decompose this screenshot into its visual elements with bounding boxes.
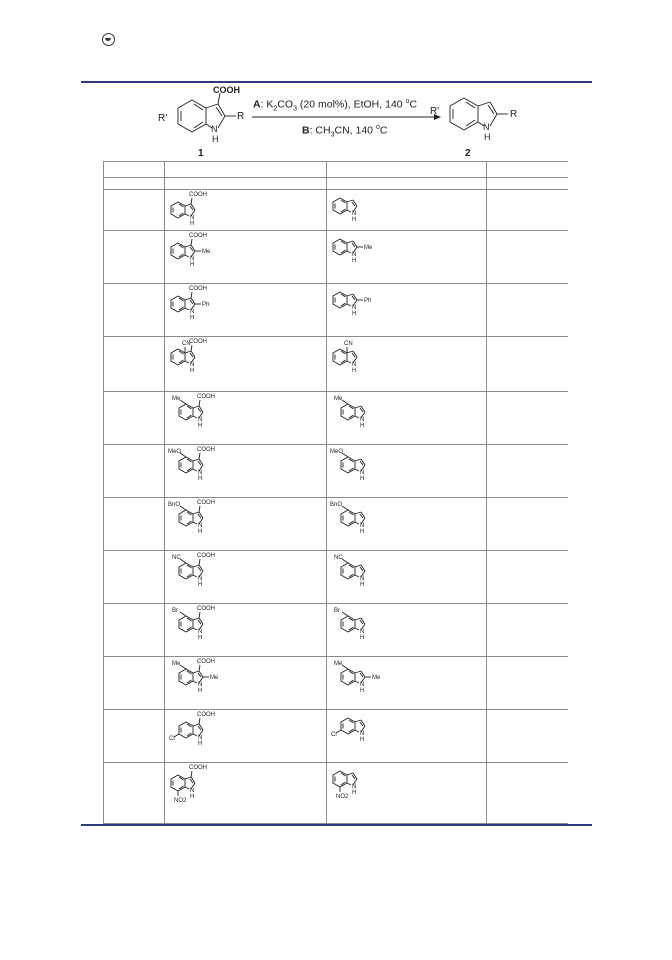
table-row (104, 284, 569, 337)
substrate-cell (165, 763, 327, 824)
nh-atom-label: H (190, 315, 195, 321)
nh-atom-label: H (190, 368, 195, 374)
nh-atom-label: H (352, 258, 357, 264)
ring-substituent-label: Cl (331, 732, 337, 738)
ring-substituent-label: MeO (168, 449, 182, 455)
condition-a: A: $K_2CO_3$ (20 mol%), EtOH, 140 $^o$C (253, 98, 418, 113)
c2-substituent-label: Me (372, 675, 381, 681)
table-row (104, 445, 569, 498)
nh-atom-label: H (352, 217, 357, 223)
top-rule (81, 81, 592, 83)
sm-nh-label: H (212, 134, 219, 144)
n-atom-label: N (198, 523, 203, 529)
substrate-structure (165, 604, 315, 655)
c2-substituent-label: Me (202, 249, 211, 255)
substrate-cell (165, 445, 327, 498)
n-atom-label: N (190, 362, 195, 368)
substrate-cell (165, 657, 327, 710)
header-cell-yield (486, 162, 568, 178)
entry-cell (104, 710, 165, 763)
product-cell (327, 604, 487, 657)
substrate-cell (165, 337, 327, 392)
table-row (104, 657, 569, 710)
compound-2-label: 2 (465, 148, 471, 159)
ring-substituent-label: Me (172, 396, 181, 402)
cooh-label: COOH (197, 606, 216, 612)
n-atom-label: N (352, 305, 357, 311)
nh-atom-label: H (360, 635, 365, 641)
cooh-label: COOH (189, 339, 208, 345)
yield-cell (486, 392, 568, 445)
ring-substituent-label: NO2 (336, 794, 349, 800)
header-cell-substrate (165, 162, 327, 178)
product-cell (327, 284, 487, 337)
n-atom-label: N (360, 576, 365, 582)
n-atom-label: N (198, 735, 203, 741)
n-atom-label: N (352, 362, 357, 368)
substrate-structure (165, 657, 315, 708)
nh-atom-label: H (190, 262, 195, 268)
reaction-scheme (150, 84, 570, 160)
entry-cell (104, 231, 165, 284)
yield-cell (486, 604, 568, 657)
product-cell (327, 710, 487, 763)
entry-cell (104, 657, 165, 710)
table-row (104, 231, 569, 284)
yield-cell (486, 445, 568, 498)
nh-atom-label: H (198, 423, 203, 429)
substrate-structure (165, 498, 315, 549)
substrate-cell (165, 604, 327, 657)
condition-b: B: $CH_3CN$, 140 $^o$C (302, 124, 388, 139)
n-atom-label: N (360, 523, 365, 529)
n-atom-label: N (360, 470, 365, 476)
product-structure (327, 190, 477, 229)
n-atom-label: N (198, 682, 203, 688)
product-structure (327, 657, 477, 708)
c2-substituent-label: Ph (364, 298, 372, 304)
yield-cell (486, 551, 568, 604)
substrate-structure (165, 231, 315, 282)
substrate-structure (165, 763, 315, 822)
nh-atom-label: H (198, 635, 203, 641)
n-atom-label: N (198, 576, 203, 582)
nh-atom-label: H (198, 476, 203, 482)
ring-substituent-label: CN (344, 341, 353, 347)
entry-cell (104, 763, 165, 824)
substrate-cell (165, 392, 327, 445)
substrate-structure (165, 551, 315, 602)
yield-cell (486, 498, 568, 551)
ring-substituent-label: BnO (168, 502, 181, 508)
table-row (104, 337, 569, 392)
c2-substituent-label: Me (210, 675, 219, 681)
reaction-arrow (252, 112, 442, 122)
entry-cell (104, 604, 165, 657)
product-cell (327, 498, 487, 551)
substrate-structure (165, 190, 315, 229)
yield-cell (486, 710, 568, 763)
table-spacer-row (104, 178, 569, 190)
product-structure (327, 551, 477, 602)
nh-atom-label: H (360, 476, 365, 482)
sm-r-label: R (237, 111, 245, 122)
nh-atom-label: H (360, 688, 365, 694)
n-atom-label: N (360, 629, 365, 635)
nh-atom-label: H (198, 688, 203, 694)
c2-substituent-label: Ph (202, 302, 210, 308)
ring-substituent-label: Me (172, 661, 181, 667)
pr-r-label: R (510, 109, 518, 120)
product-cell (327, 551, 487, 604)
n-atom-label: N (190, 256, 195, 262)
product-cell (327, 337, 487, 392)
ring-substituent-label: Me (334, 396, 343, 402)
sm-n-label: N (211, 124, 218, 134)
cooh-label: COOH (197, 394, 216, 400)
sm-rprime-label: R' (158, 113, 168, 124)
entry-cell (104, 284, 165, 337)
table-row (104, 498, 569, 551)
cooh-label: COOH (197, 500, 216, 506)
cooh-label: COOH (189, 286, 208, 292)
nh-atom-label: H (360, 737, 365, 743)
table-row (104, 551, 569, 604)
pr-n-label: N (483, 122, 490, 132)
yield-cell (486, 657, 568, 710)
table-row (104, 190, 569, 231)
entry-cell (104, 445, 165, 498)
nh-atom-label: H (198, 582, 203, 588)
product-structure (327, 392, 477, 443)
entry-cell (104, 551, 165, 604)
nh-atom-label: H (352, 368, 357, 374)
n-atom-label: N (360, 682, 365, 688)
ring-substituent-label: MeO (330, 449, 344, 455)
product-structure (327, 231, 477, 282)
table-row (104, 710, 569, 763)
product-structure (327, 604, 477, 655)
product-structure (327, 710, 477, 761)
product-structure (327, 498, 477, 549)
yield-cell (486, 763, 568, 824)
product-structure (327, 763, 477, 822)
n-atom-label: N (360, 417, 365, 423)
substrate-structure (165, 284, 315, 335)
n-atom-label: N (198, 470, 203, 476)
header-cell-entry (104, 162, 165, 178)
n-atom-label: N (190, 215, 195, 221)
substrate-structure (165, 710, 315, 761)
nh-atom-label: H (360, 423, 365, 429)
entry-cell (104, 337, 165, 392)
ring-substituent-label: Br (172, 608, 179, 614)
ring-substituent-label: Br (334, 608, 341, 614)
yield-cell (486, 284, 568, 337)
substrate-cell (165, 551, 327, 604)
cooh-label: COOH (197, 659, 216, 665)
nh-atom-label: H (360, 529, 365, 535)
cooh-label: COOH (189, 233, 208, 239)
cooh-label: COOH (189, 192, 208, 198)
n-atom-label: N (190, 788, 195, 794)
cooh-label: COOH (189, 765, 208, 771)
nh-atom-label: H (352, 790, 357, 796)
yield-cell (486, 231, 568, 284)
journal-logo (102, 33, 115, 46)
table-row (104, 604, 569, 657)
product-structure (327, 445, 477, 496)
n-atom-label: N (198, 629, 203, 635)
product-cell (327, 190, 487, 231)
substrate-cell (165, 190, 327, 231)
n-atom-label: N (198, 417, 203, 423)
substrate-cell (165, 284, 327, 337)
product-cell (327, 392, 487, 445)
product-cell (327, 445, 487, 498)
nh-atom-label: H (190, 794, 195, 800)
table-row (104, 392, 569, 445)
cooh-label: COOH (197, 712, 216, 718)
header-cell-product (327, 162, 487, 178)
nh-atom-label: H (360, 582, 365, 588)
product-cell (327, 657, 487, 710)
c2-substituent-label: Me (364, 245, 373, 251)
yield-cell (486, 337, 568, 392)
bottom-rule (81, 824, 592, 826)
substrate-structure (165, 392, 315, 443)
substrate-table (103, 161, 568, 824)
product-structure (327, 284, 477, 335)
substrate-cell (165, 710, 327, 763)
substrate-cell (165, 231, 327, 284)
entry-cell (104, 392, 165, 445)
pr-rprime-label: R' (430, 106, 440, 117)
entry-cell (104, 190, 165, 231)
substrate-structure (165, 445, 315, 496)
table-row (104, 763, 569, 824)
compound-1-label: 1 (198, 148, 204, 159)
product-structure (426, 84, 536, 160)
entry-cell (104, 498, 165, 551)
substrate-cell (165, 498, 327, 551)
n-atom-label: N (352, 252, 357, 258)
substrate-structure (165, 337, 315, 390)
ring-substituent-label: Me (334, 661, 343, 667)
n-atom-label: N (360, 731, 365, 737)
ring-substituent-label: NC (334, 555, 343, 561)
nh-atom-label: H (352, 311, 357, 317)
sm-cooh-label: COOH (213, 85, 240, 95)
ring-substituent-label: CN (182, 341, 192, 347)
n-atom-label: N (352, 211, 357, 217)
nh-atom-label: H (198, 529, 203, 535)
product-cell (327, 763, 487, 824)
n-atom-label: N (190, 309, 195, 315)
n-atom-label: N (352, 784, 357, 790)
ring-substituent-label: NC (172, 555, 182, 561)
nh-atom-label: H (190, 221, 195, 227)
cooh-label: COOH (197, 447, 216, 453)
pr-nh-label: H (484, 132, 491, 142)
table-header-row (104, 162, 569, 178)
ring-substituent-label: Cl (169, 736, 176, 742)
nh-atom-label: H (198, 741, 203, 747)
ring-substituent-label: NO2 (174, 798, 187, 804)
product-structure (327, 337, 477, 390)
cooh-label: COOH (197, 553, 216, 559)
yield-cell (486, 190, 568, 231)
product-cell (327, 231, 487, 284)
ring-substituent-label: BnO (330, 502, 343, 508)
